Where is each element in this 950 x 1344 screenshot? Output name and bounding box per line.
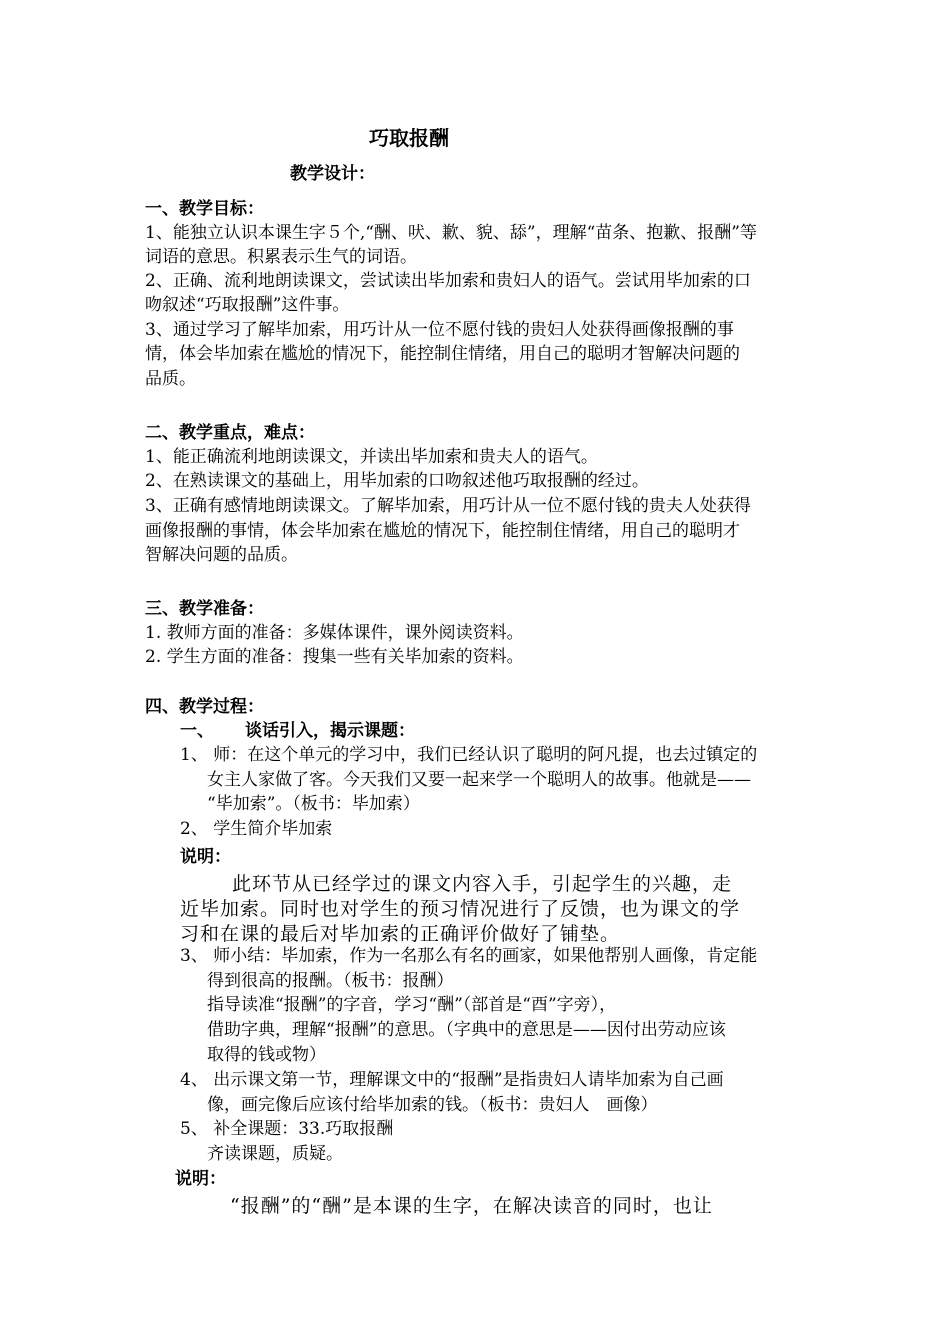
note-label: 说明： bbox=[180, 847, 231, 867]
paragraph-line: 3、通过学习了解毕加索，用巧计从一位不愿付钱的贵妇人处获得画像报酬的事 bbox=[145, 320, 734, 340]
subsection-number: 一、 bbox=[180, 721, 214, 741]
paragraph-line: 1、能独立认识本课生字５个,“酬、吠、歉、貌、舔”，理解“苗条、抱歉、报酬”等 bbox=[145, 223, 757, 243]
paragraph-line: 画像报酬的事情，体会毕加索在尴尬的情况下，能控制住情绪，用自己的聪明才 bbox=[145, 521, 740, 541]
note-line: 习和在课的最后对毕加索的正确评价做好了铺垫。 bbox=[180, 923, 621, 945]
list-item: 1. 教师方面的准备：多媒体课件，课外阅读资料。 bbox=[145, 623, 524, 643]
section-heading-preparation: 三、教学准备： bbox=[145, 599, 264, 619]
paragraph-line: 吻叙述“巧取报酬”这件事。 bbox=[145, 295, 350, 315]
paragraph-line: 2、正确、流利地朗读课文，尝试读出毕加索和贵妇人的语气。尝试用毕加索的口 bbox=[145, 271, 751, 291]
note-label: 说明： bbox=[175, 1169, 226, 1189]
section-heading-process: 四、教学过程： bbox=[145, 697, 264, 717]
list-item-continuation: 取得的钱或物） bbox=[207, 1045, 326, 1065]
paragraph-line: 词语的意思。积累表示生气的词语。 bbox=[145, 247, 417, 267]
paragraph-line: 2、在熟读课文的基础上，用毕加索的口吻叙述他巧取报酬的经过。 bbox=[145, 471, 649, 491]
document-title: 巧取报酬 bbox=[369, 126, 449, 150]
document-subtitle: 教学设计： bbox=[290, 164, 375, 184]
note-line: 此环节从已经学过的课文内容入手，引起学生的兴趣，走 bbox=[232, 873, 733, 895]
section-heading-objectives: 一、教学目标： bbox=[145, 199, 264, 219]
list-item-continuation: 借助字典，理解“报酬”的意思。（字典中的意思是——因付出劳动应该 bbox=[207, 1020, 726, 1040]
paragraph-line: 智解决问题的品质。 bbox=[145, 545, 298, 565]
subsection-title: 谈话引入，揭示课题： bbox=[245, 721, 415, 741]
note-line: “报酬”的“酬”是本课的生字，在解决读音的同时，也让 bbox=[230, 1195, 713, 1217]
section-heading-key-points: 二、教学重点，难点： bbox=[145, 423, 315, 443]
paragraph-line: 1、能正确流利地朗读课文，并读出毕加索和贵夫人的语气。 bbox=[145, 447, 598, 467]
paragraph-line: 品质。 bbox=[145, 369, 196, 389]
list-item-continuation: 得到很高的报酬。（板书：报酬） bbox=[207, 971, 454, 991]
list-item-continuation: 指导读准“报酬”的字音，学习“酬”（部首是“酉”字旁）， bbox=[207, 995, 617, 1015]
list-item-continuation: “毕加索”。（板书：毕加索） bbox=[207, 794, 420, 814]
list-item-continuation: 齐读课题，质疑。 bbox=[207, 1144, 343, 1164]
list-item-continuation: 像，画完像后应该付给毕加索的钱。（板书：贵妇人 画像） bbox=[207, 1095, 658, 1115]
list-item: 2、 学生简介毕加索 bbox=[180, 819, 333, 839]
list-item: 2. 学生方面的准备：搜集一些有关毕加索的资料。 bbox=[145, 647, 524, 667]
list-item: 4、 出示课文第一节，理解课文中的“报酬”是指贵妇人请毕加索为自己画 bbox=[180, 1070, 724, 1090]
paragraph-line: 3、正确有感情地朗读课文。了解毕加索，用巧计从一位不愿付钱的贵夫人处获得 bbox=[145, 496, 751, 516]
paragraph-line: 情，体会毕加索在尴尬的情况下，能控制住情绪，用自己的聪明才智解决问题的 bbox=[145, 344, 740, 364]
note-line: 近毕加索。同时也对学生的预习情况进行了反馈，也为课文的学 bbox=[180, 898, 741, 920]
list-item: 5、 补全课题：33.巧取报酬 bbox=[180, 1119, 394, 1139]
list-item: 3、 师小结：毕加索，作为一名那么有名的画家，如果他帮别人画像，肯定能 bbox=[180, 946, 758, 966]
list-item-continuation: 女主人家做了客。今天我们又要一起来学一个聪明人的故事。他就是—— bbox=[207, 770, 751, 790]
list-item: 1、 师：在这个单元的学习中，我们已经认识了聪明的阿凡提，也去过镇定的 bbox=[180, 745, 758, 765]
